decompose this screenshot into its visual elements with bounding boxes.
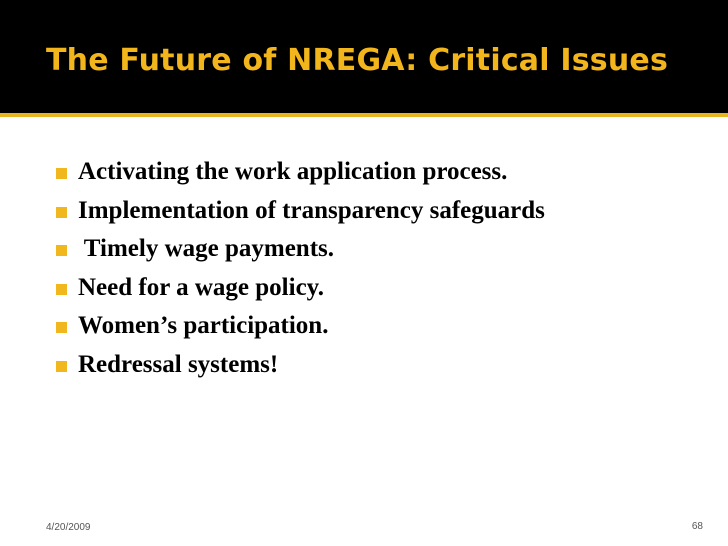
bullet-text: Implementation of transparency safeguards — [78, 196, 545, 224]
title-underline — [0, 113, 728, 117]
bullet-item — [56, 348, 545, 387]
bullet-text: Need for a wage policy. — [78, 273, 325, 301]
bullet-item — [56, 309, 545, 348]
bullet-text: Activating the work application process. — [78, 158, 508, 185]
square-bullet-icon — [56, 361, 67, 372]
square-bullet-icon — [56, 322, 67, 333]
square-bullet-icon — [56, 245, 67, 256]
bullet-item — [56, 155, 545, 194]
bullet-text: Women’s participation. — [78, 312, 329, 339]
slide-title: The Future of NREGA: Critical Issues — [46, 43, 669, 78]
bullet-text: Timely wage payments. — [78, 235, 335, 262]
footer-date: 4/20/2009 — [46, 522, 91, 533]
square-bullet-icon — [56, 284, 67, 295]
square-bullet-icon — [56, 207, 67, 218]
bullet-list — [56, 155, 545, 386]
title-bar — [0, 0, 728, 117]
square-bullet-icon — [56, 168, 67, 179]
bullet-item — [56, 194, 545, 233]
slide-number: 68 — [691, 521, 703, 532]
bullet-item — [56, 232, 545, 271]
bullet-text: Redressal systems! — [78, 350, 279, 378]
bullet-item — [56, 271, 545, 310]
